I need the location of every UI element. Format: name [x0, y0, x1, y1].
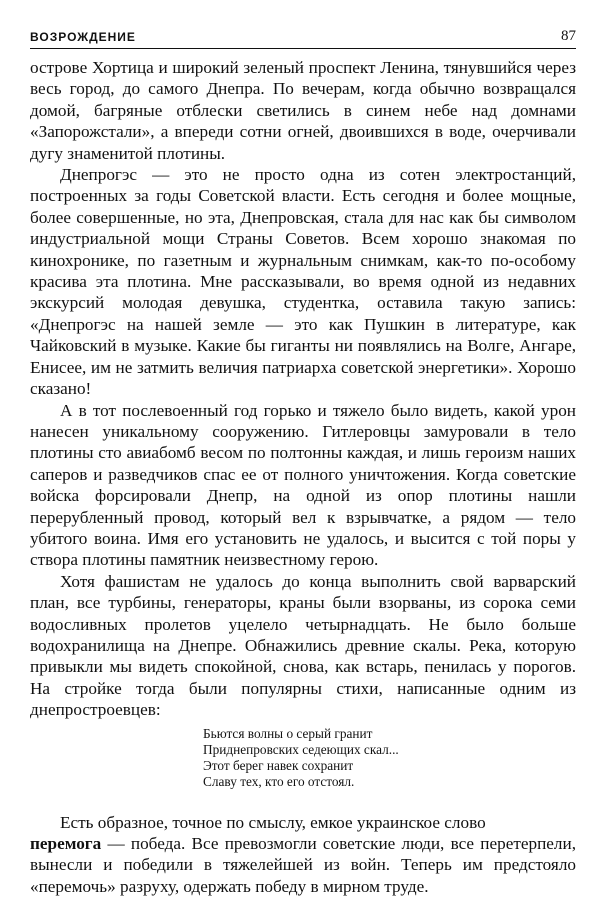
- paragraph: А в тот послевоенный год горько и тяжело было видеть, какой урон нанесен уникальному сооружению. Гитлеровцы замуровали в тело плотины сто авиабомб весом по полтонны каждая, и лишь героизм наших саперов и разведчиков спас ее от полного уничтожения. Когда советские войска форсировали Днепр, на одной из опор плотины нашли перерубленный провод, который вел к взрывчатке, а рядом — тело убитого воина. Имя его установить не удалось, и высится с той поры у створа плотины памятник неизвестному герою.: [30, 400, 576, 570]
- poem-quote: [203, 726, 576, 790]
- paragraph: Днепрогэс — это не просто одна из сотен электростанций, построенных за годы Советской власти. Есть сегодня и более мощные, более совершенные, но эта, Днепровская, стала для нас как бы символом индустриальной мощи Страны Советов. Всем хорошо знакомая по кинохронике, по газетным и журнальным снимкам, как-то по-особому красива эта плотина. Мне рассказывали, во время одной из недавних экскурсий молодая девушка, студентка, оставила такую запись: «Днепрогэс на нашей земле — это как Пушкин в литературе, как Чайковский в музыке. Какие бы гиганты ни появлялись на Волге, Ангаре, Енисее, им не затмить величия патриарха советской энергетики». Хорошо сказано!: [30, 165, 576, 399]
- page-number: 87: [561, 28, 576, 44]
- running-header: [30, 28, 576, 49]
- body-text: [30, 57, 576, 897]
- poem-line: Славу тех, кто его отстоял.: [203, 773, 355, 789]
- poem-line: Этот берег навек сохранит: [203, 757, 354, 773]
- book-page: [30, 28, 576, 897]
- closing-paragraph: [30, 812, 576, 898]
- closing-rest: — победа. Все превозмогли советские люди, все перетерпели, вынесли и победили в тяжелейшей из войн. Теперь им предстояло «перемочь» разруху, одержать победу в мирном труде.: [30, 834, 576, 896]
- bold-term: перемога: [30, 834, 102, 853]
- paragraph: Хотя фашистам не удалось до конца выполнить свой варварский план, все турбины, генераторы, краны были взорваны, из сорока семи водосливных пролетов уцелело четырнадцать. Не было больше водохранилища на Днепре. Обнажились древние скалы. Река, которую привыкли мы видеть спокойной, снова, как встарь, пенилась у порогов. На стройке тогда были популярны стихи, написанные одним из днепростроевцев:: [30, 571, 576, 720]
- poem-line: Приднепровских седеющих скал...: [203, 741, 399, 757]
- closing-lead: Есть образное, точное по смыслу, емкое украинское слово: [60, 812, 486, 832]
- poem-line: Бьются волны о серый гранит: [203, 725, 373, 741]
- paragraph: островe Хортица и широкий зеленый проспект Ленина, тянувшийся через весь город, до самого Днепра. По вечерам, когда обычно возвращался домой, багряные отблески светились в синем небе над домнами «Запорожстали», а впереди сотни огней, двоившихся в воде, очерчивали дугу знаменитой плотины.: [30, 58, 576, 163]
- section-title: ВОЗРОЖДЕНИЕ: [30, 30, 136, 44]
